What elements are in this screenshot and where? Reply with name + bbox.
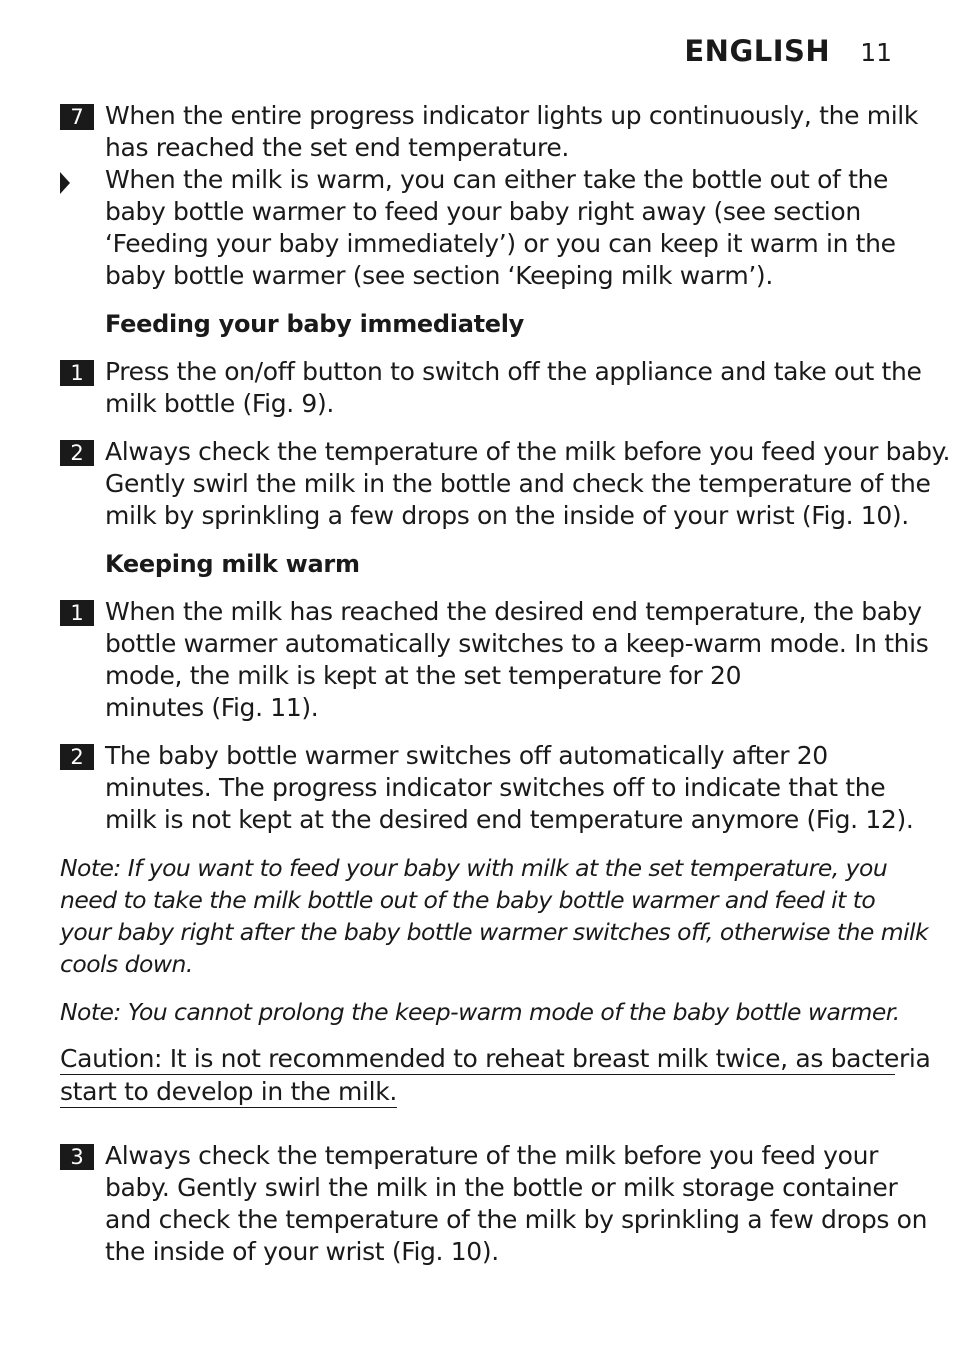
bullet-item (60, 164, 900, 292)
step-number-badge: 1 (60, 360, 94, 386)
note-feed-at-set-temperature (60, 852, 929, 980)
section-heading-feeding: Feeding your baby immediately (105, 310, 525, 338)
step-text-line: mode, the milk is kept at the set temperature for 20 (105, 661, 742, 690)
step-text-line: minutes. The progress indicator switches off to indicate that the (105, 773, 886, 802)
caution-reheat-breast-milk (60, 1044, 931, 1108)
page-number: 11 (860, 38, 892, 67)
step-text-line: Always check the temperature of the milk before you feed your baby. (105, 437, 951, 466)
bullet-triangle-icon (60, 172, 70, 194)
section-heading-keeping: Keeping milk warm (105, 550, 360, 578)
bullet-text-line: When the milk is warm, you can either take the bottle out of the (105, 165, 889, 194)
step-text-line: and check the temperature of the milk by sprinkling a few drops on (105, 1205, 928, 1234)
keeping-step-2 (60, 740, 914, 836)
feeding-step-2 (60, 436, 951, 532)
bullet-text-line: baby bottle warmer (see section ‘Keeping milk warm’). (105, 261, 773, 290)
caution-text-line: start to develop in the milk. (60, 1077, 397, 1106)
keeping-step-1 (60, 596, 929, 724)
feeding-step-1 (60, 356, 922, 420)
step-text-line: baby. Gently swirl the milk in the bottle or milk storage container (105, 1173, 898, 1202)
note-text-line: your baby right after the baby bottle warmer switches off, otherwise the milk (60, 918, 929, 946)
note-text-line: cools down. (60, 950, 193, 978)
step-number-badge: 2 (60, 744, 94, 770)
note-text-line: Note: If you want to feed your baby with milk at the set temperature, you (60, 854, 888, 882)
step-number-badge: 1 (60, 600, 94, 626)
step-text-line: When the entire progress indicator lights up continuously, the milk (105, 101, 919, 130)
page-header (684, 34, 892, 68)
page-content (60, 100, 951, 1268)
step-text-line: Always check the temperature of the milk before you feed your (105, 1141, 878, 1170)
step-text-line: milk bottle (Fig. 9). (105, 389, 334, 418)
step-text-line: When the milk has reached the desired end temperature, the baby (105, 597, 922, 626)
note-keep-warm-mode (60, 996, 900, 1028)
step-text-line: The baby bottle warmer switches off automatically after 20 (105, 741, 828, 770)
step-text-line: bottle warmer automatically switches to a keep-warm mode. In this (105, 629, 929, 658)
step-text-line: Gently swirl the milk in the bottle and check the temperature of the (105, 469, 931, 498)
language-label: ENGLISH (684, 34, 831, 68)
step-text-line: milk is not kept at the desired end temperature anymore (Fig. 12). (105, 805, 914, 834)
step-number-badge: 2 (60, 440, 94, 466)
step-text-line: has reached the set end temperature. (105, 133, 570, 162)
step-number-badge: 3 (60, 1144, 94, 1170)
step-7 (60, 100, 919, 164)
note-text-line: Note: You cannot prolong the keep-warm mode of the baby bottle warmer. (60, 998, 900, 1026)
keeping-step-3 (60, 1140, 928, 1268)
note-text-line: need to take the milk bottle out of the baby bottle warmer and feed it to (60, 886, 876, 914)
step-number-badge: 7 (60, 104, 94, 130)
step-text-line: minutes (Fig. 11). (105, 693, 319, 722)
bullet-text-line: ‘Feeding your baby immediately’) or you can keep it warm in the (105, 229, 896, 258)
bullet-text-line: baby bottle warmer to feed your baby right away (see section (105, 197, 861, 226)
step-text-line: milk by sprinkling a few drops on the inside of your wrist (Fig. 10). (105, 501, 909, 530)
step-text-line: the inside of your wrist (Fig. 10). (105, 1237, 499, 1266)
caution-text-line: Caution: It is not recommended to reheat breast milk twice, as bacteria (60, 1044, 931, 1073)
step-text-line: Press the on/off button to switch off the appliance and take out the (105, 357, 922, 386)
